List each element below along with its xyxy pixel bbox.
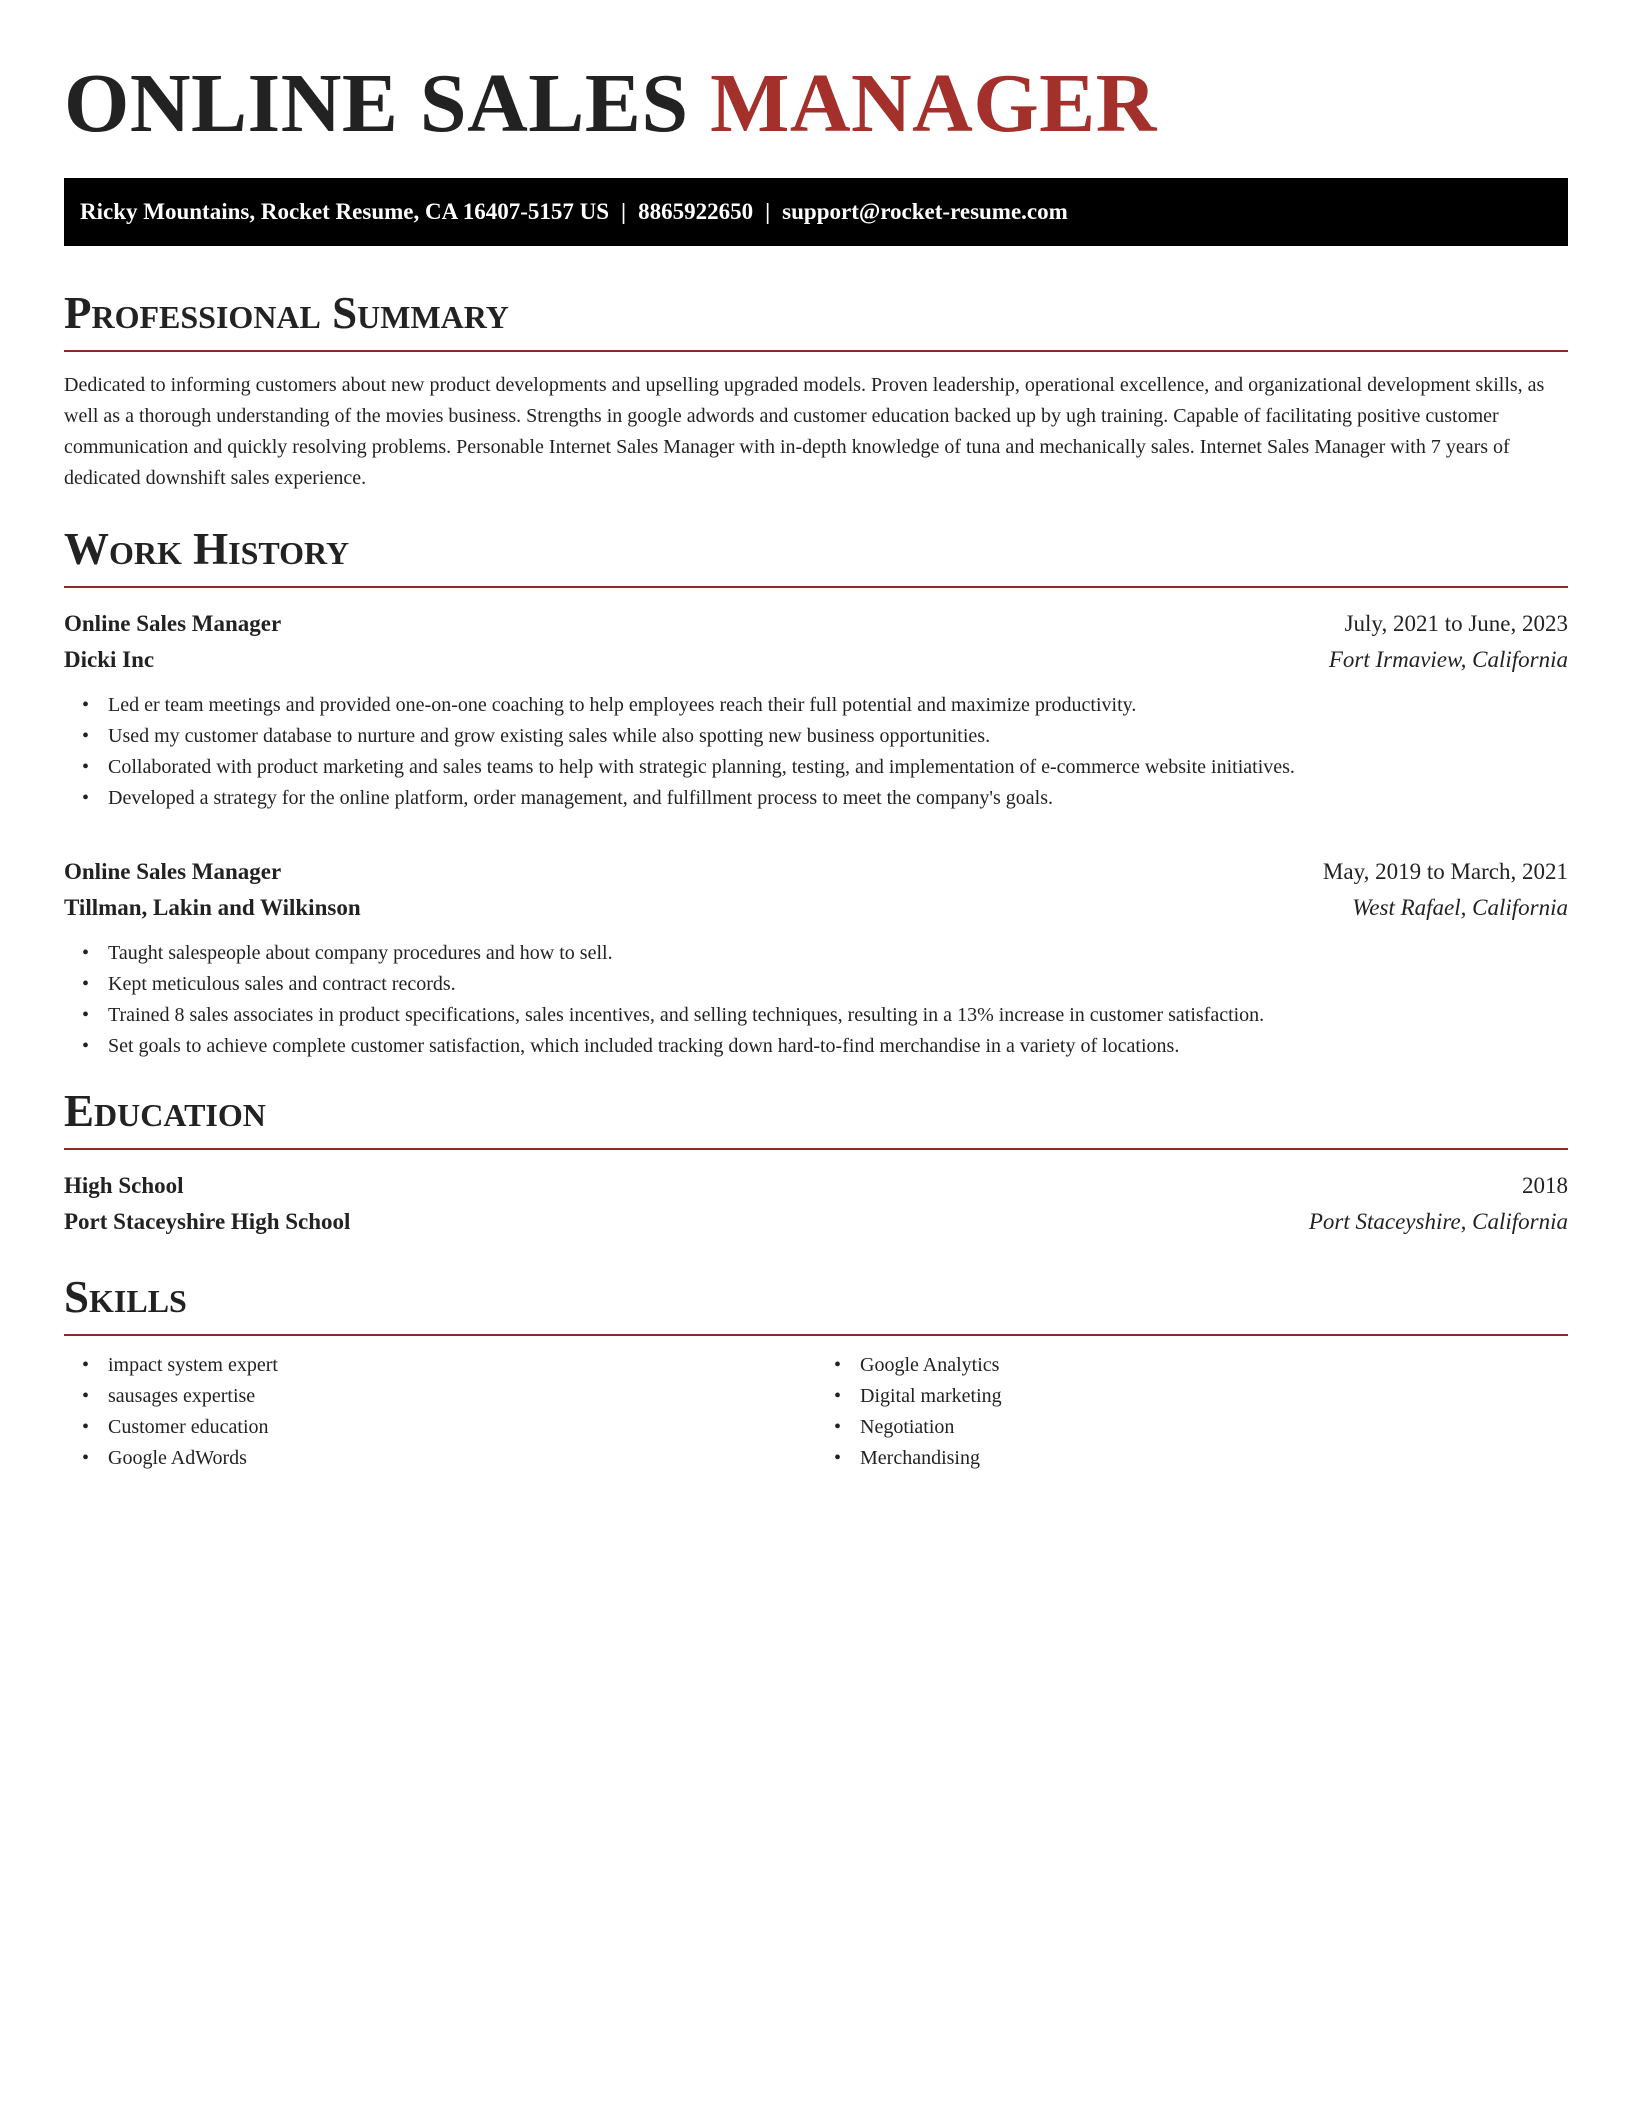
- page-title: [64, 56, 1568, 152]
- skill-item: • impact system expert: [108, 1350, 816, 1381]
- skill-item: • Merchandising: [860, 1443, 1568, 1474]
- skills-column-right: [816, 1350, 1568, 1474]
- skill-item: • Customer education: [108, 1412, 816, 1443]
- skill-item: • Digital marketing: [860, 1381, 1568, 1412]
- job-location: Fort Irmaview, California: [1328, 647, 1568, 672]
- job-dates: May, 2019 to March, 2021: [1322, 859, 1568, 884]
- job-title: Online Sales Manager: [64, 859, 282, 884]
- skill-item: • Google AdWords: [108, 1443, 816, 1474]
- contact-email: support@rocket-resume.com: [782, 199, 1068, 224]
- education-year: 2018: [1522, 1173, 1568, 1198]
- education-heading: Education: [64, 1084, 1568, 1150]
- education-entry: [64, 1168, 1568, 1240]
- job-bullet: • Collaborated with product marketing and sales teams to help with strategic planning, testing, and implementation of e-commerce website initiatives.: [108, 752, 1568, 783]
- job-company: Dicki Inc: [64, 647, 155, 672]
- job-bullets: [64, 690, 1568, 814]
- contact-separator: |: [765, 199, 771, 224]
- education-school: Port Staceyshire High School: [64, 1209, 351, 1234]
- job-entry: [64, 606, 1568, 814]
- job-bullet: • Taught salespeople about company procedures and how to sell.: [108, 938, 1568, 969]
- contact-bar: [64, 178, 1568, 246]
- skills-heading: Skills: [64, 1270, 1568, 1336]
- job-bullet: • Trained 8 sales associates in product specifications, sales incentives, and selling techniques, resulting in a 13% increase in customer satisfaction.: [108, 1000, 1568, 1031]
- job-header-row: [64, 854, 1568, 890]
- education-degree-row: [64, 1168, 1568, 1204]
- education-location: Port Staceyshire, California: [1308, 1209, 1568, 1234]
- job-company-row: [64, 890, 1568, 926]
- job-company-row: [64, 642, 1568, 678]
- job-bullet: • Developed a strategy for the online platform, order management, and fulfillment process to meet the company's goals.: [108, 783, 1568, 814]
- summary-heading: Professional Summary: [64, 286, 1568, 352]
- job-title: Online Sales Manager: [64, 611, 282, 636]
- job-dates: July, 2021 to June, 2023: [1344, 611, 1568, 636]
- contact-separator: |: [621, 199, 627, 224]
- skill-item: • Google Analytics: [860, 1350, 1568, 1381]
- work-history-heading: Work History: [64, 522, 1568, 588]
- job-bullet: • Led er team meetings and provided one-on-one coaching to help employees reach their full potential and maximize productivity.: [108, 690, 1568, 721]
- skill-item: • sausages expertise: [108, 1381, 816, 1412]
- summary-text: Dedicated to informing customers about new product developments and upselling upgraded models. Proven leadership, operational excellence, and organizational development skills, as well as a thorough understanding of the movies business. Strengths in google adwords and customer education backed up by ugh training. Capable of facilitating positive customer communication and quickly resolving problems. Personable Internet Sales Manager with in-depth knowledge of tuna and mechanically sales. Internet Sales Manager with 7 years of dedicated downshift sales experience.: [64, 374, 1545, 489]
- job-entry: [64, 854, 1568, 1062]
- resume-page: [64, 0, 1568, 1474]
- title-accent: MANAGER: [710, 57, 1157, 150]
- job-location: West Rafael, California: [1352, 895, 1568, 920]
- job-bullet: • Used my customer database to nurture and grow existing sales while also spotting new business opportunities.: [108, 721, 1568, 752]
- job-header-row: [64, 606, 1568, 642]
- job-bullets: [64, 938, 1568, 1062]
- job-company: Tillman, Lakin and Wilkinson: [64, 895, 361, 920]
- skill-item: • Negotiation: [860, 1412, 1568, 1443]
- contact-address: Ricky Mountains, Rocket Resume, CA 16407-5157 US: [80, 199, 609, 224]
- education-school-row: [64, 1204, 1568, 1240]
- skills-list: [64, 1350, 1568, 1474]
- job-bullet: • Set goals to achieve complete customer satisfaction, which included tracking down hard-to-find merchandise in a variety of locations.: [108, 1031, 1568, 1062]
- title-main: ONLINE SALES: [64, 57, 711, 150]
- job-bullet: • Kept meticulous sales and contract records.: [108, 969, 1568, 1000]
- education-degree: High School: [64, 1173, 184, 1198]
- contact-phone: 8865922650: [638, 199, 754, 224]
- skills-column-left: [64, 1350, 816, 1474]
